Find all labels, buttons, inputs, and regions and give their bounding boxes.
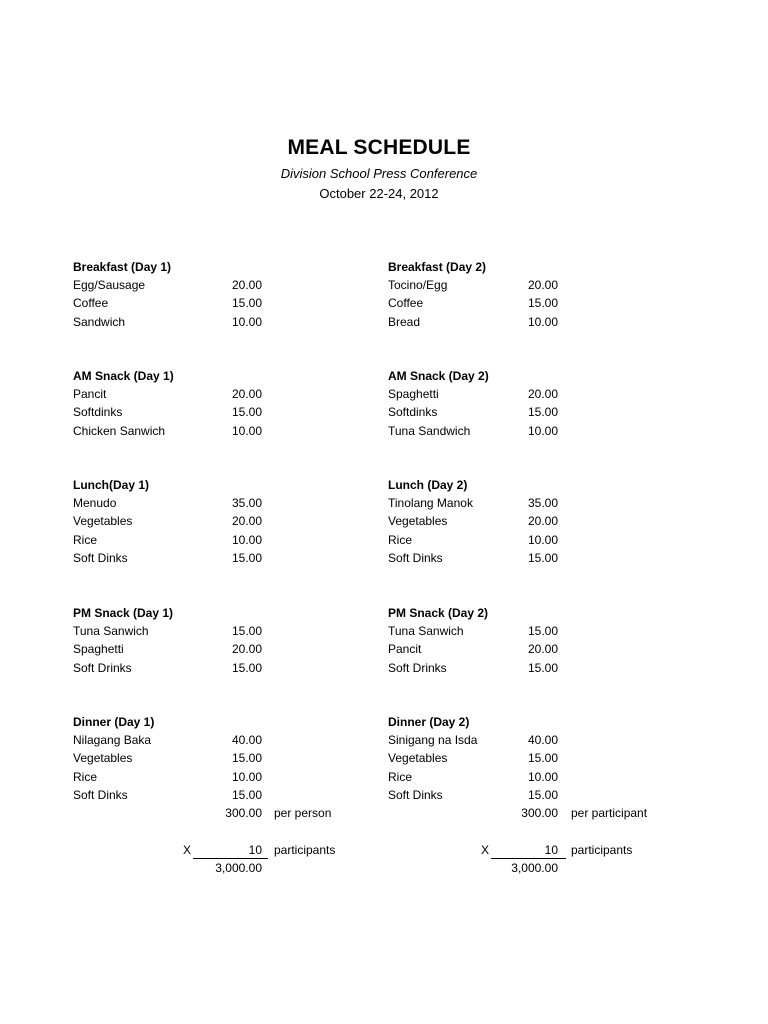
meal-item-price: 15.00 xyxy=(527,624,558,639)
total-per-person: 300.00 xyxy=(521,806,558,820)
meal-section-header: Dinner (Day 2) xyxy=(388,715,470,729)
meal-item-name: Tuna Sandwich xyxy=(388,423,471,438)
meal-item-name: Tuna Sanwich xyxy=(388,624,464,639)
meal-section-header: AM Snack (Day 2) xyxy=(388,369,489,383)
meal-item-price: 10.00 xyxy=(527,532,558,547)
meal-item-name: Rice xyxy=(73,532,98,547)
meal-item-name: Rice xyxy=(388,769,413,784)
meal-item-name: Chicken Sanwich xyxy=(73,423,166,438)
meal-item-price: 15.00 xyxy=(527,751,558,766)
meal-item-name: Soft Dinks xyxy=(388,550,443,565)
meal-item-name: Soft Dinks xyxy=(73,787,128,802)
meal-section-header: Dinner (Day 1) xyxy=(73,715,155,729)
meal-item-price: 20.00 xyxy=(231,387,262,402)
meal-item-price: 20.00 xyxy=(231,278,262,293)
grand-total: 3,000.00 xyxy=(511,861,558,875)
meal-item-name: Vegetables xyxy=(388,514,448,529)
meal-item-name: Soft Dinks xyxy=(388,787,443,802)
meal-section-header: PM Snack (Day 2) xyxy=(388,606,489,620)
participants-label: participants xyxy=(274,843,336,857)
meal-item-name: Menudo xyxy=(73,496,117,511)
meal-section-header: AM Snack (Day 1) xyxy=(73,369,174,383)
multiplier-sign: X xyxy=(183,843,192,857)
meal-item-price: 20.00 xyxy=(527,642,558,657)
meal-item-name: Egg/Sausage xyxy=(73,278,146,293)
meal-item-price: 15.00 xyxy=(231,405,262,420)
meal-item-price: 15.00 xyxy=(231,787,262,802)
meal-item-price: 10.00 xyxy=(231,769,262,784)
meal-item-price: 10.00 xyxy=(231,314,262,329)
participant-count: 10 xyxy=(544,843,558,857)
meal-item-price: 35.00 xyxy=(231,496,262,511)
meal-item-name: Spaghetti xyxy=(388,387,439,402)
meal-item-name: Vegetables xyxy=(388,751,448,766)
meal-section-header: PM Snack (Day 1) xyxy=(73,606,174,620)
meal-item-name: Tocino/Egg xyxy=(388,278,448,293)
meal-item-name: Spaghetti xyxy=(73,642,124,657)
meal-item-price: 20.00 xyxy=(527,278,558,293)
page-dates: October 22-24, 2012 xyxy=(319,186,439,201)
meal-item-name: Sinigang na Isda xyxy=(388,733,478,748)
meal-item-price: 10.00 xyxy=(527,423,558,438)
meal-item-name: Softdinks xyxy=(388,405,438,420)
meal-item-price: 20.00 xyxy=(527,387,558,402)
meal-item-name: Coffee xyxy=(388,296,424,311)
meal-item-name: Soft Drinks xyxy=(388,660,447,675)
meal-item-price: 40.00 xyxy=(527,733,558,748)
meal-item-price: 10.00 xyxy=(527,769,558,784)
meal-item-price: 15.00 xyxy=(527,787,558,802)
total-per-person: 300.00 xyxy=(225,806,262,820)
meal-item-name: Tinolang Manok xyxy=(388,496,473,511)
meal-item-price: 20.00 xyxy=(231,642,262,657)
meal-item-price: 15.00 xyxy=(231,660,262,675)
meal-item-price: 10.00 xyxy=(231,532,262,547)
meal-item-price: 10.00 xyxy=(527,314,558,329)
participant-count: 10 xyxy=(248,843,262,857)
meal-item-price: 15.00 xyxy=(527,405,558,420)
meal-item-price: 15.00 xyxy=(527,660,558,675)
meal-section-header: Lunch(Day 1) xyxy=(73,478,150,492)
meal-item-price: 15.00 xyxy=(527,550,558,565)
meal-item-name: Rice xyxy=(73,769,98,784)
meal-section-header: Breakfast (Day 2) xyxy=(388,260,487,274)
meal-item-price: 20.00 xyxy=(231,514,262,529)
meal-item-name: Pancit xyxy=(73,387,107,402)
total-label: per person xyxy=(274,806,332,820)
meal-section-header: Lunch (Day 2) xyxy=(388,478,468,492)
meal-item-name: Vegetables xyxy=(73,751,133,766)
page-title: MEAL SCHEDULE xyxy=(287,136,471,159)
meal-item-price: 40.00 xyxy=(231,733,262,748)
meal-item-name: Vegetables xyxy=(73,514,133,529)
meal-item-name: Coffee xyxy=(73,296,109,311)
meal-item-price: 15.00 xyxy=(231,296,262,311)
meal-item-price: 15.00 xyxy=(527,296,558,311)
meal-item-name: Soft Dinks xyxy=(73,550,128,565)
meal-item-price: 15.00 xyxy=(231,550,262,565)
page-subtitle: Division School Press Conference xyxy=(280,166,478,181)
meal-item-price: 15.00 xyxy=(231,751,262,766)
participants-label: participants xyxy=(571,843,633,857)
meal-item-price: 10.00 xyxy=(231,423,262,438)
meal-section-header: Breakfast (Day 1) xyxy=(73,260,172,274)
meal-item-name: Rice xyxy=(388,532,413,547)
meal-item-price: 35.00 xyxy=(527,496,558,511)
meal-item-price: 15.00 xyxy=(231,624,262,639)
total-label: per participant xyxy=(571,806,648,820)
meal-item-name: Soft Drinks xyxy=(73,660,132,675)
grand-total: 3,000.00 xyxy=(215,861,262,875)
meal-item-name: Bread xyxy=(388,314,421,329)
meal-item-price: 20.00 xyxy=(527,514,558,529)
meal-item-name: Nilagang Baka xyxy=(73,733,152,748)
meal-item-name: Softdinks xyxy=(73,405,123,420)
multiplier-sign: X xyxy=(481,843,490,857)
meal-item-name: Pancit xyxy=(388,642,422,657)
meal-item-name: Sandwich xyxy=(73,314,126,329)
meal-item-name: Tuna Sanwich xyxy=(73,624,149,639)
